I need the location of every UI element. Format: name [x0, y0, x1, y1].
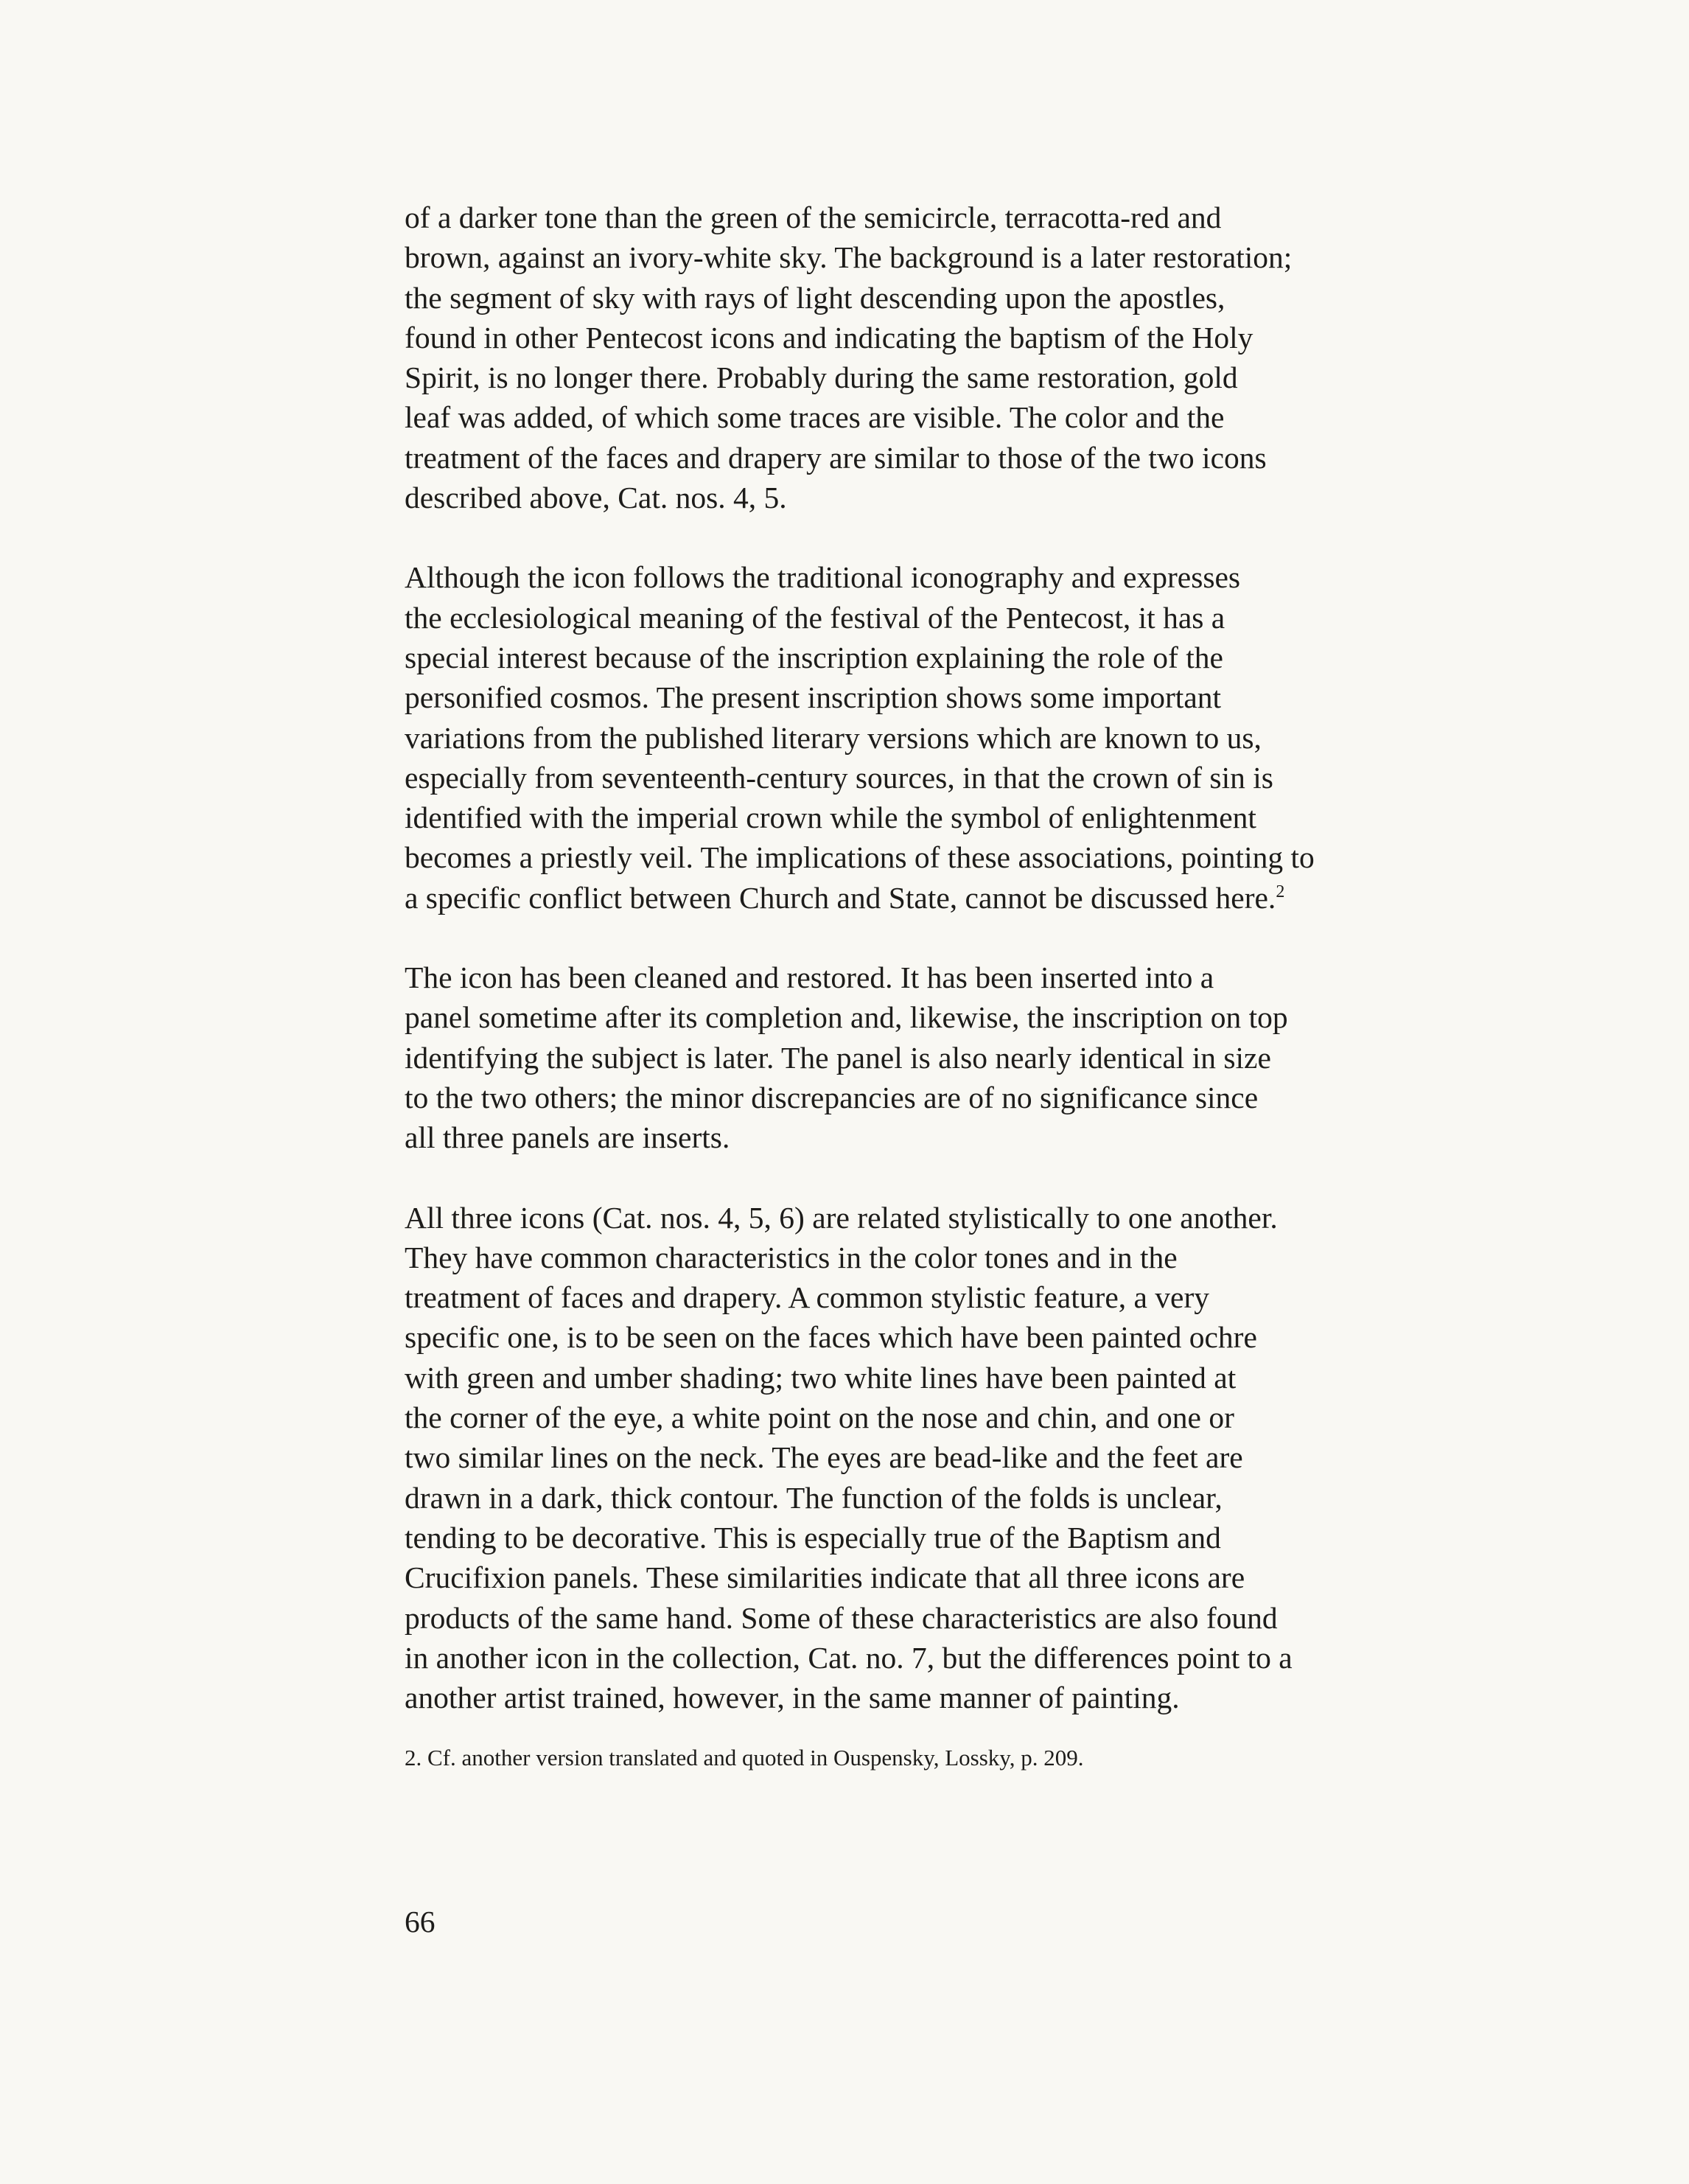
- text-line-content: a specific conflict between Church and State, cannot be discussed here.: [405, 880, 1276, 915]
- paragraph-3: [405, 957, 1480, 1157]
- text-line: tending to be decorative. This is especially true of the Baptism and: [405, 1520, 1221, 1555]
- text-line: They have common characteristics in the color tones and in the: [405, 1240, 1178, 1274]
- text-line: special interest because of the inscription explaining the role of the: [405, 640, 1223, 674]
- text-line-with-footnote: [405, 878, 1480, 918]
- footnote: 2. Cf. another version translated and quoted in Ouspensky, Lossky, p. 209.: [405, 1745, 1084, 1771]
- text-line: treatment of the faces and drapery are similar to those of the two icons: [405, 440, 1267, 475]
- text-line: panel sometime after its completion and, likewise, the inscription on top: [405, 1000, 1288, 1035]
- text-line: especially from seventeenth-century sources, in that the crown of sin is: [405, 760, 1273, 795]
- paragraph-2: [405, 557, 1480, 918]
- page-number: 66: [405, 1905, 436, 1939]
- footnote-reference: 2: [1276, 882, 1285, 901]
- paragraph-4: [405, 1198, 1480, 1718]
- text-line: found in other Pentecost icons and indicating the baptism of the Holy: [405, 320, 1253, 355]
- text-line: products of the same hand. Some of these characteristics are also found: [405, 1600, 1278, 1635]
- text-line: becomes a priestly veil. The implications of these associations, pointing to: [405, 840, 1315, 875]
- text-line: two similar lines on the neck. The eyes are bead-like and the feet are: [405, 1440, 1243, 1475]
- text-line: of a darker tone than the green of the semicircle, terracotta-red and: [405, 200, 1222, 234]
- text-line: Spirit, is no longer there. Probably during the same restoration, gold: [405, 360, 1238, 395]
- main-text-column: [405, 198, 1480, 1773]
- text-line: the corner of the eye, a white point on the nose and chin, and one or: [405, 1400, 1234, 1435]
- text-line: All three icons (Cat. nos. 4, 5, 6) are related stylistically to one another.: [405, 1200, 1278, 1235]
- text-line: personified cosmos. The present inscription shows some important: [405, 680, 1222, 715]
- text-line: described above, Cat. nos. 4, 5.: [405, 481, 787, 515]
- text-line: all three panels are inserts.: [405, 1120, 730, 1155]
- text-line: the ecclesiological meaning of the festival of the Pentecost, it has a: [405, 600, 1225, 635]
- text-line: another artist trained, however, in the same manner of painting.: [405, 1681, 1180, 1715]
- text-line: Although the icon follows the traditional iconography and expresses: [405, 560, 1241, 595]
- text-line: to the two others; the minor discrepancies are of no significance since: [405, 1080, 1259, 1114]
- text-line: Crucifixion panels. These similarities indicate that all three icons are: [405, 1560, 1245, 1595]
- text-line: drawn in a dark, thick contour. The function of the folds is unclear,: [405, 1480, 1223, 1515]
- text-line: variations from the published literary versions which are known to us,: [405, 720, 1262, 755]
- paragraph-1: [405, 198, 1480, 517]
- text-line: the segment of sky with rays of light descending upon the apostles,: [405, 280, 1225, 315]
- text-line: with green and umber shading; two white lines have been painted at: [405, 1360, 1237, 1395]
- text-line: The icon has been cleaned and restored. It has been inserted into a: [405, 960, 1214, 995]
- text-line: in another icon in the collection, Cat. no. 7, but the differences point to a: [405, 1640, 1293, 1675]
- text-line: identified with the imperial crown while the symbol of enlightenment: [405, 800, 1256, 835]
- text-line: brown, against an ivory-white sky. The background is a later restoration;: [405, 240, 1293, 275]
- text-line: specific one, is to be seen on the faces which have been painted ochre: [405, 1320, 1257, 1355]
- text-line: treatment of faces and drapery. A common stylistic feature, a very: [405, 1280, 1210, 1315]
- text-line: leaf was added, of which some traces are visible. The color and the: [405, 400, 1225, 435]
- text-line: identifying the subject is later. The panel is also nearly identical in size: [405, 1040, 1271, 1075]
